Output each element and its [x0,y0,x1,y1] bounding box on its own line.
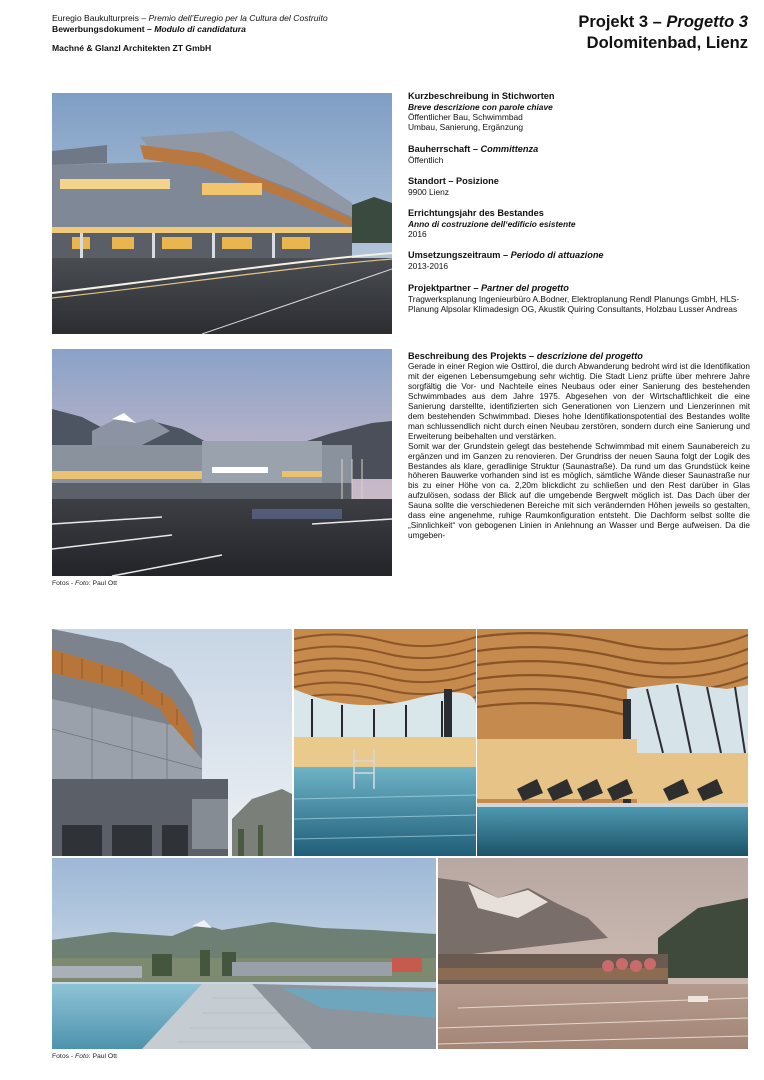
historic-photo [438,858,748,1049]
construction-year-section [408,208,748,239]
sauna-lounge-photo [477,629,748,856]
facade-detail-photo [52,629,292,856]
header-line-1: Euregio Baukulturpreis – Premio dell’Euregio per la Cultura del Costruito [52,13,328,23]
client-section [408,144,748,165]
construction-year-subheading: Anno di costruzione dell‘edificio esistente [408,219,576,230]
description-paragraph-2: Somit war der Grundstein gelegt das bestehende Schwimmbad mit einem Saunabereich zu ergänzen und im Ganzen zu renovieren. Der Grundriss der neuen Sauna folgt der Logik des Bestandes als klare, geradlinige Struktur (Saunastraße). Da rund um das Grundstück keine höheren Bauwerke vorhanden sind ist es möglich, sämtliche Wände dieser Saunastraße nur bis zu einer Höhe von ca. 2,20m blickdicht zu schließen und den Rest darüber in Glas aufzulösen, sodass der Blick auf die umgebende Bergwelt möglich ist. Das Dach über der Sauna sollte die verschiedenen Bereiche mit sich verändernden Höhen jeweils so gestalten, dass eine angenehme, ruhige Raumkonfiguration entsteht. Die Dachform selbst sollte die „Sinnlichkeit“ von gebogenen Linien in Anlehnung an Wasser und Berge aufweisen. Da die umgeben- [408,441,750,541]
period-heading: Umsetzungszeitraum – Periodo di attuazione [408,250,604,261]
partners-section [408,283,748,314]
project-info [408,91,748,325]
project-name: Dolomitenbad, Lienz [586,34,748,52]
period-section [408,250,748,271]
period-value: 2013-2016 [408,261,449,272]
construction-year-heading: Errichtungsjahr des Bestandes [408,208,544,219]
location-section [408,176,748,197]
location-value: 9900 Lienz [408,186,449,197]
project-title [578,12,748,54]
partners-heading: Projektpartner – Partner del progetto [408,282,569,293]
location-heading: Standort – Posizione [408,175,499,186]
keywords-section [408,91,748,133]
exterior-parking-photo [52,349,392,576]
keywords-line-1: Öffentlicher Bau, Schwimmbad [408,112,523,123]
photo-credit-top: Fotos - Foto: Paul Ott [52,580,117,587]
indoor-pool-photo [294,629,476,856]
exterior-dusk-photo [52,93,392,334]
project-number: Projekt 3 – Progetto 3 [578,13,748,31]
firm-name: Machné & Glanzl Architekten ZT GmbH [52,43,212,53]
header-line-2: Bewerbungsdokument – Modulo di candidatura [52,24,246,34]
outdoor-pool-photo [52,858,436,1049]
keywords-line-2: Umbau, Sanierung, Ergänzung [408,122,523,133]
partners-value: Tragwerksplanung Ingenieurbüro A.Bodner, Elektroplanung Rendl Planungs GmbH, HLS-Planung Alpsolar Klimadesign OG, Akustik Quiring Consultants, Holzbau Lusser Andreas [408,293,740,314]
client-value: Öffentlich [408,154,444,165]
description-heading: Beschreibung des Projekts – descrizione del progetto [408,351,643,361]
keywords-subheading: Breve descrizione con parole chiave [408,102,553,112]
keywords-heading: Kurzbeschreibung in Stichworten [408,91,555,101]
photo-credit-bottom: Fotos - Foto: Paul Ott [52,1053,117,1060]
description-paragraph-1: Gerade in einer Region wie Osttirol, die durch Abwanderung bedroht wird ist die Identifikation mit der eigenen Lebensumgebung sehr wichtig. Die Stadt Lienz prüfte über mehrere Jahre sorgfältig die Vor- und Nachteile eines Neubaus oder einer Sanierung des bestehenden Schwimmbades aus dem Jahre 1975. Abgesehen von der Wirtschaftlichkeit die eine Sanierung darstellte, identifizierten sich Generationen von Lienzern und Lienzerinnen mit dem bestehenden Schwimmbad. Dieses hohe Identifikationspotential des Bestandes wollte man schlussendlich nicht durch einen Neubau zerstören, sondern durch eine Sanierung und Erweiterung beibehalten und verstärken. [408,362,750,441]
project-description [408,351,750,541]
client-heading: Bauherrschaft – Committenza [408,143,539,154]
construction-year-value: 2016 [408,229,427,240]
document-header [52,13,328,54]
